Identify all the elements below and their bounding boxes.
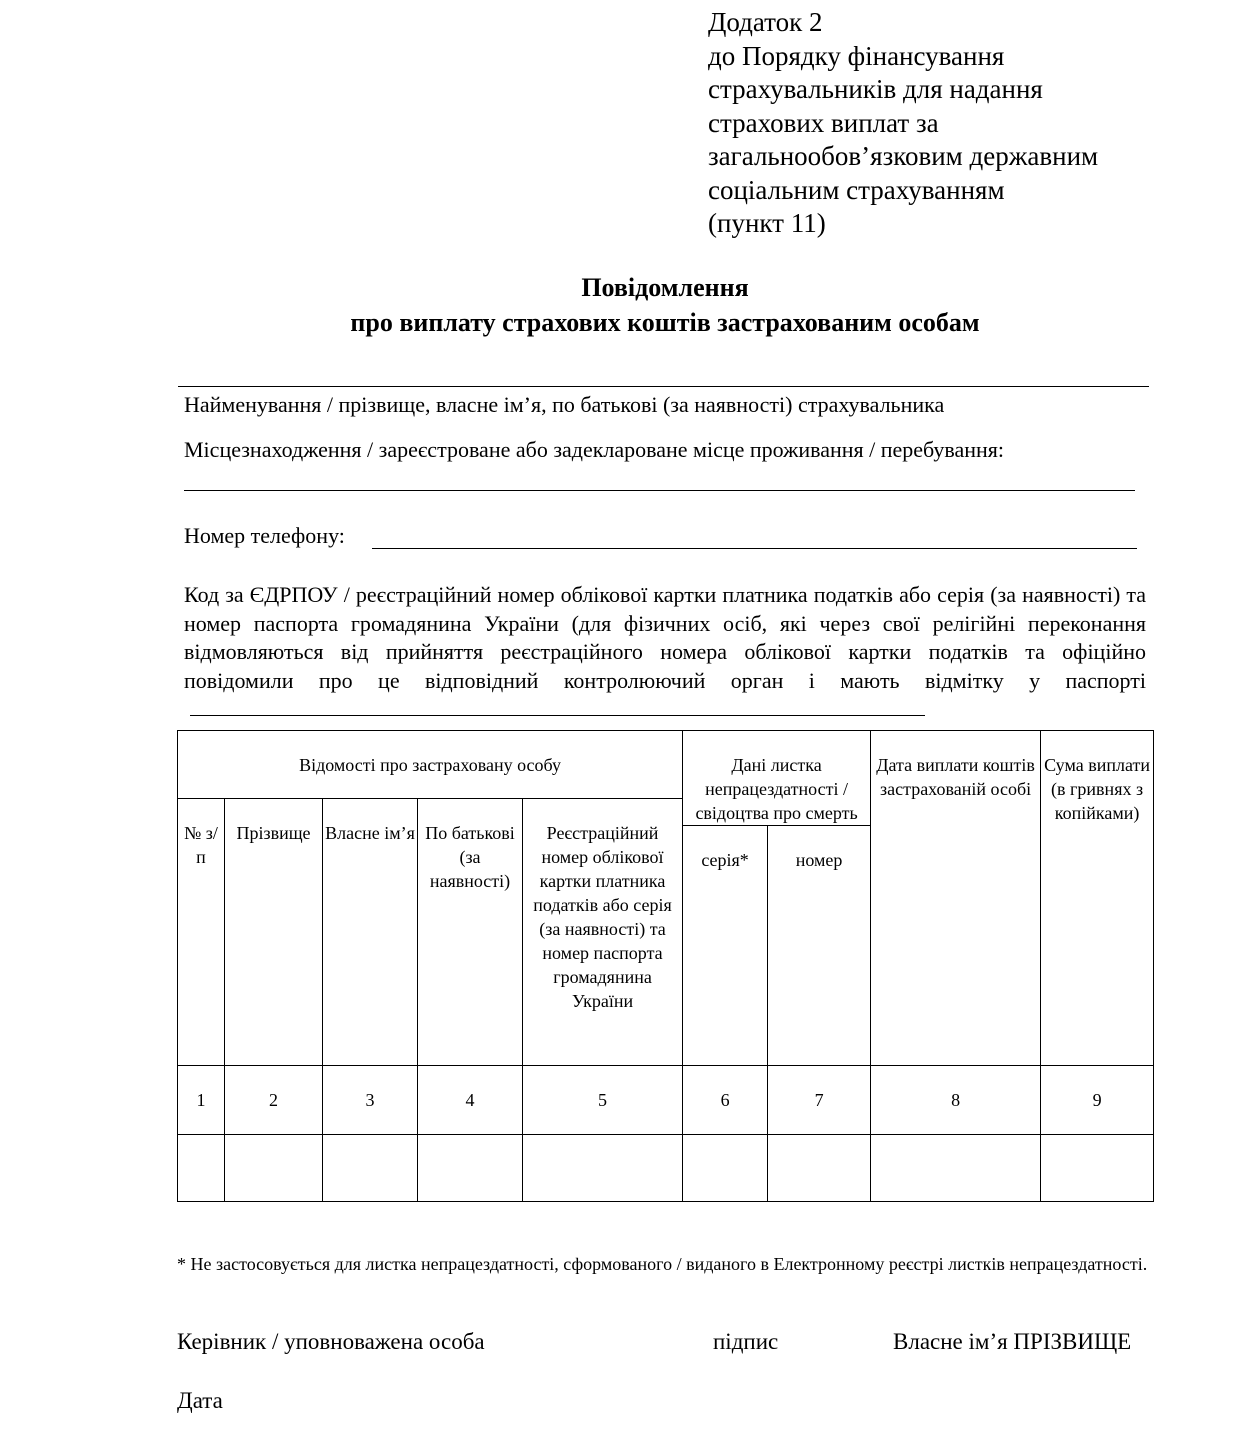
column-number-cell: 3: [323, 1066, 418, 1135]
signature-date-label: Дата: [177, 1388, 223, 1413]
table-entry-cell[interactable]: [1041, 1135, 1154, 1202]
header-number: номер: [768, 826, 871, 1066]
table-entry-cell[interactable]: [323, 1135, 418, 1202]
header-row-number: № з/п: [178, 799, 225, 1066]
column-number-cell: 2: [225, 1066, 323, 1135]
column-number-cell: 7: [768, 1066, 871, 1135]
column-number-cell: 5: [523, 1066, 683, 1135]
column-number-cell: 9: [1041, 1066, 1154, 1135]
table-entry-cell[interactable]: [871, 1135, 1041, 1202]
footnote: * Не застосовується для листка непрацездатності, сформованого / виданого в Електронному реєстрі листків непрацездатності.: [177, 1254, 1148, 1274]
header-payment-sum: Сума виплати (в гривнях з копійками): [1041, 731, 1154, 1066]
document-subtitle: про виплату страхових коштів застрахованим особам: [350, 308, 980, 337]
code-fill-line[interactable]: [190, 697, 925, 716]
location-label: Місцезнаходження / зареєстроване або задеклароване місце проживання / перебування:: [184, 437, 1005, 462]
table-entry-cell[interactable]: [523, 1135, 683, 1202]
appendix-line: соціальним страхуванням: [708, 174, 1005, 205]
table-entry-cell[interactable]: [418, 1135, 523, 1202]
appendix-line: страхових виплат за: [708, 107, 939, 138]
header-first-name: Власне ім’я: [323, 799, 418, 1066]
phone-label: Номер телефону:: [184, 523, 345, 548]
appendix-line: страхувальників для надання: [708, 74, 1043, 104]
signature-head-label: Керівник / уповноважена особа: [177, 1329, 485, 1354]
table-entry-cell[interactable]: [683, 1135, 768, 1202]
appendix-line: загальнообов’язковим державним: [708, 141, 1099, 171]
document-title: Повідомлення: [581, 273, 749, 302]
code-paragraph: [184, 581, 1146, 724]
table-entry-cell[interactable]: [768, 1135, 871, 1202]
appendix-line: Додаток 2: [708, 7, 823, 37]
header-person-info: Відомості про застраховану особу: [178, 731, 683, 799]
appendix-line: (пункт 11): [708, 208, 826, 238]
column-number-cell: 8: [871, 1066, 1041, 1135]
column-number-cell: 6: [683, 1066, 768, 1135]
signature-name-label: Власне ім’я ПРІЗВИЩЕ: [893, 1329, 1132, 1354]
header-payment-date: Дата виплати коштів застрахованій особі: [871, 731, 1041, 1066]
location-fill-line[interactable]: [184, 490, 1135, 491]
column-number-cell: 1: [178, 1066, 225, 1135]
appendix-line: до Порядку фінансування: [708, 40, 1005, 71]
column-number-cell: 4: [418, 1066, 523, 1135]
table-entry-cell[interactable]: [225, 1135, 323, 1202]
header-series: серія*: [683, 826, 768, 1066]
table-entry-cell[interactable]: [178, 1135, 225, 1202]
insurer-name-fill-line[interactable]: [178, 386, 1149, 387]
header-surname: Прізвище: [225, 799, 323, 1066]
insured-persons-table: [177, 730, 1154, 1202]
header-registration-number: Реєстраційний номер облікової картки платника податків або серія (за наявності) та номер паспорта громадянина України: [523, 799, 683, 1066]
signature-sign-label: підпис: [713, 1329, 779, 1354]
header-patronymic: По батькові (за наявності): [418, 799, 523, 1066]
appendix-reference: [708, 6, 1228, 241]
header-sick-leave-data: Дані листка непрацездатності / свідоцтва про смерть: [683, 731, 871, 826]
code-label: Код за ЄДРПОУ / реєстраційний номер облікової картки платника податків або серія (за наявності) та номер паспорта громадянина України (для фізичних осіб, які через свої релігійні переконання відмовляються від прийняття реєстраційного номера облікової картки податків та офіційно повідомили про це відповідний контролюючий орган і мають відмітку у паспорті: [184, 582, 1146, 693]
phone-fill-line[interactable]: [372, 548, 1137, 549]
insurer-name-label: Найменування / прізвище, власне ім’я, по батькові (за наявності) страхувальника: [184, 392, 945, 417]
